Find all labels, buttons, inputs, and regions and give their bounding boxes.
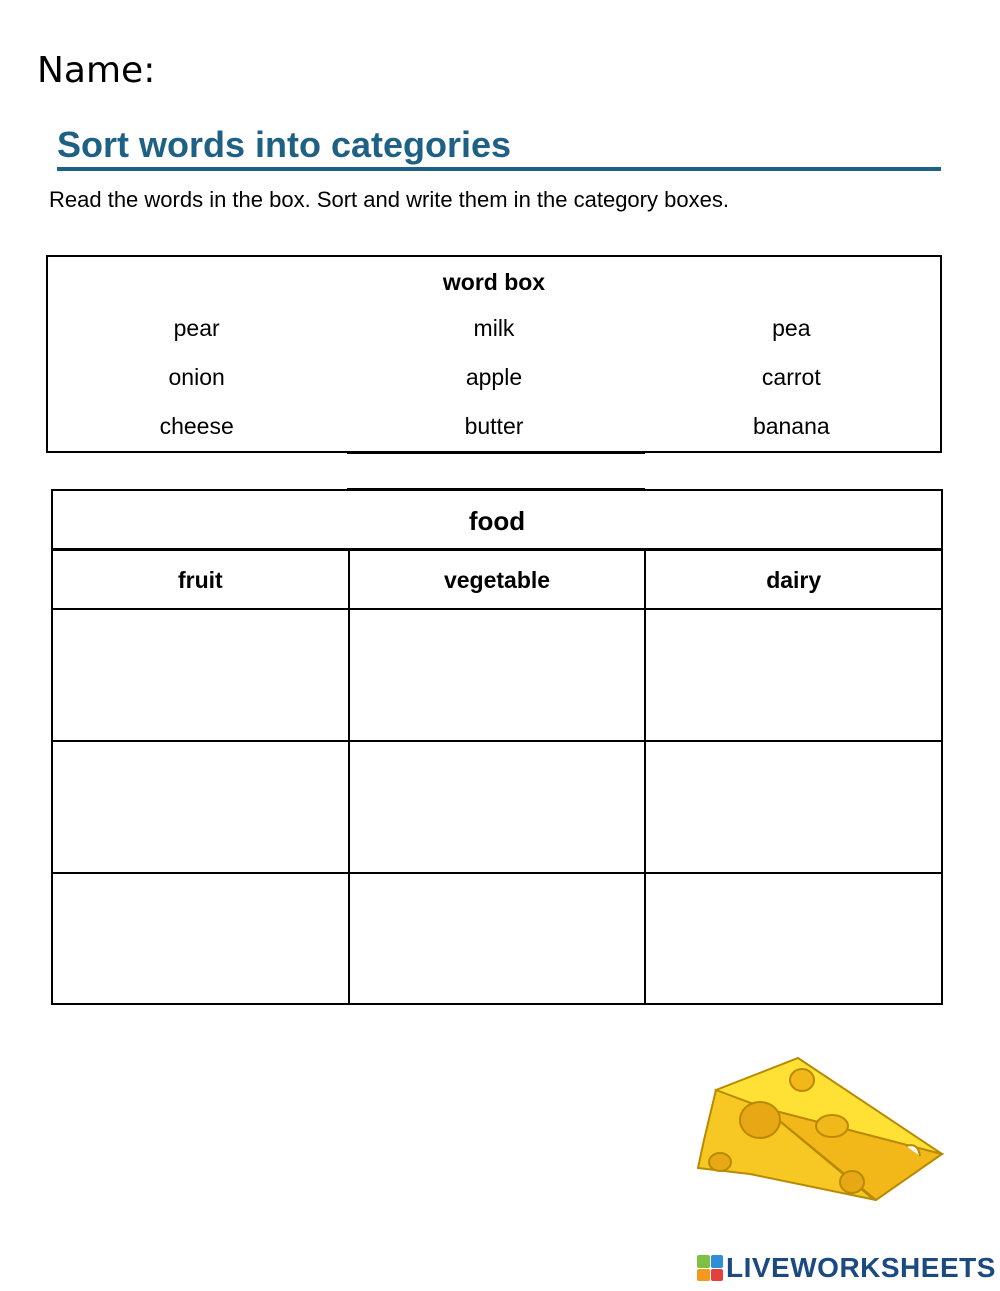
word-item[interactable]: cheese xyxy=(159,413,234,439)
answer-row xyxy=(53,742,941,874)
word-item[interactable]: banana xyxy=(752,413,830,439)
answer-rows xyxy=(53,610,941,1003)
word-item[interactable]: pear xyxy=(173,315,220,341)
brand-text: LIVEWORKSHEETS xyxy=(726,1252,996,1283)
food-table xyxy=(51,489,943,1005)
word-grid xyxy=(48,315,940,462)
category-fruit: fruit xyxy=(53,551,350,608)
word-row xyxy=(48,364,940,413)
answer-cell-dairy[interactable] xyxy=(646,742,941,872)
answer-cell-fruit[interactable] xyxy=(53,874,350,1005)
word-box-title: word box xyxy=(442,269,546,295)
word-item[interactable]: butter xyxy=(464,413,524,439)
instructions: Read the words in the box. Sort and write them in the category boxes. xyxy=(49,187,729,212)
word-row xyxy=(48,315,940,364)
word-item[interactable]: apple xyxy=(465,364,523,390)
word-item[interactable]: pea xyxy=(772,315,811,341)
answer-cell-vegetable[interactable] xyxy=(350,610,647,740)
answer-cell-dairy[interactable] xyxy=(646,610,941,740)
answer-row xyxy=(53,610,941,742)
word-row xyxy=(48,413,940,462)
word-item[interactable]: milk xyxy=(473,315,515,341)
word-item[interactable]: carrot xyxy=(761,364,821,390)
answer-cell-vegetable[interactable] xyxy=(350,742,647,872)
word-box xyxy=(46,255,942,453)
food-table-header: food xyxy=(53,491,941,551)
word-item[interactable]: onion xyxy=(168,364,225,390)
name-label: Name: xyxy=(37,50,156,91)
divider xyxy=(347,451,645,454)
answer-row xyxy=(53,874,941,1005)
answer-cell-fruit[interactable] xyxy=(53,610,350,740)
title-underline xyxy=(57,167,941,171)
liveworksheets-logo-icon xyxy=(697,1255,723,1281)
page-title: Sort words into categories xyxy=(57,124,512,165)
category-vegetable: vegetable xyxy=(350,551,647,608)
answer-cell-dairy[interactable] xyxy=(646,874,941,1005)
answer-cell-fruit[interactable] xyxy=(53,742,350,872)
brand xyxy=(697,1252,996,1284)
category-dairy: dairy xyxy=(766,567,822,593)
answer-cell-vegetable[interactable] xyxy=(350,874,647,1005)
cheese-wedge-icon xyxy=(690,1050,950,1210)
category-header-row xyxy=(53,551,941,610)
